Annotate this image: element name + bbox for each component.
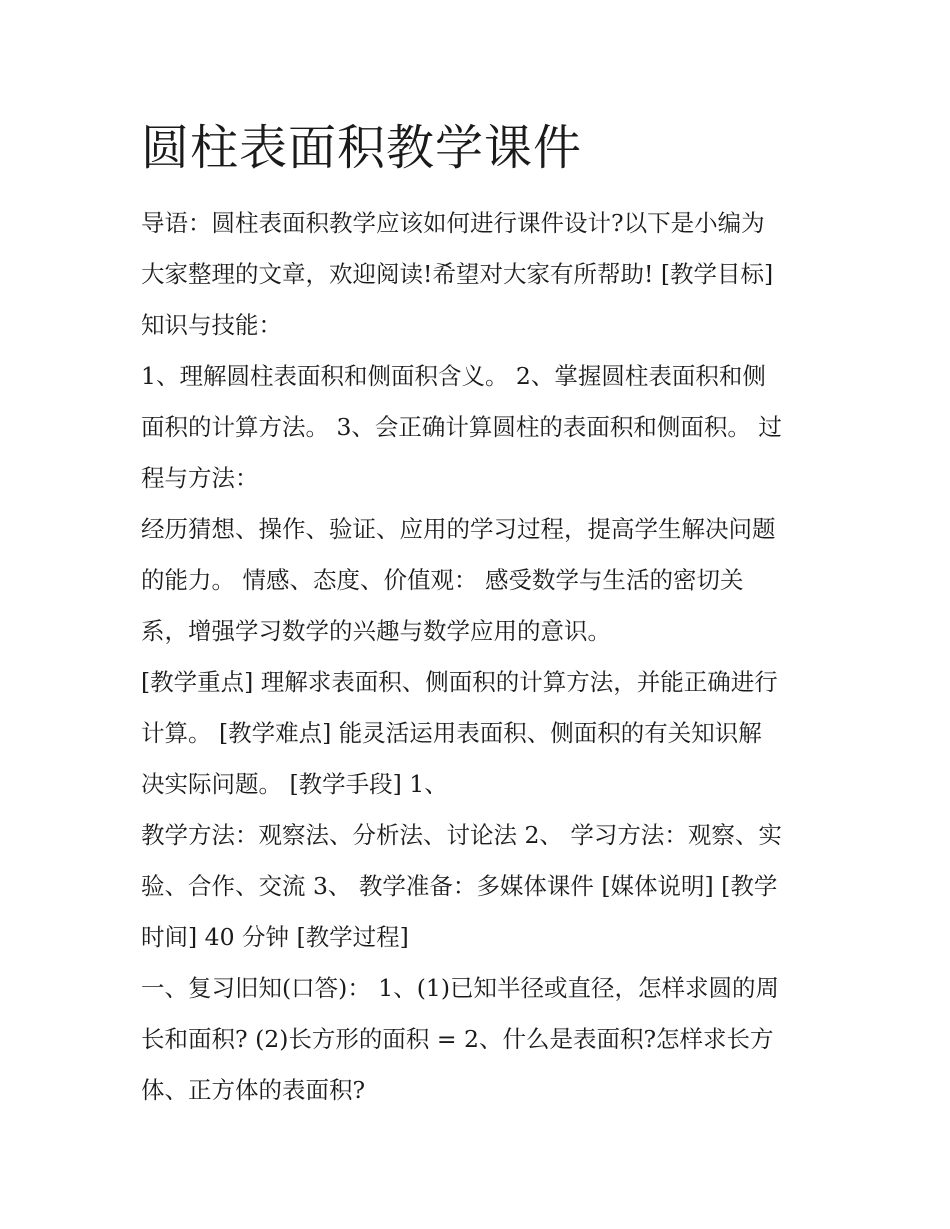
body-line: 一、复习旧知(口答)： 1、(1)已知半径或直径，怎样求圆的周 <box>141 974 780 1002</box>
body-line: 体、正方体的表面积? <box>141 1076 366 1104</box>
body-line: 程与方法： <box>141 464 259 492</box>
body-line: 验、合作、交流 3、 教学准备：多媒体课件 [媒体说明] [教学 <box>141 872 778 900</box>
body-line: [教学重点] 理解求表面积、侧面积的计算方法，并能正确进行 <box>141 668 778 696</box>
body-line: 系，增强学习数学的兴趣与数学应用的意识。 <box>141 617 611 645</box>
body-line: 经历猜想、操作、验证、应用的学习过程，提高学生解决问题 <box>141 515 776 543</box>
body-line: 知识与技能： <box>141 311 282 339</box>
body-line: 时间] 40 分钟 [教学过程] <box>141 923 409 951</box>
body-line: 大家整理的文章，欢迎阅读!希望对大家有所帮助! [教学目标] <box>141 260 774 288</box>
body-line: 计算。 [教学难点] 能灵活运用表面积、侧面积的有关知识解 <box>141 719 762 747</box>
body-line: 教学方法：观察法、分析法、讨论法 2、 学习方法：观察、实 <box>141 821 782 849</box>
body-line: 面积的计算方法。 3、会正确计算圆柱的表面积和侧面积。 过 <box>141 413 782 441</box>
document-title: 圆柱表面积教学课件 <box>141 120 583 176</box>
body-line: 的能力。 情感、态度、价值观： 感受数学与生活的密切关 <box>141 566 744 594</box>
body-line: 长和面积? (2)长方形的面积 = 2、什么是表面积?怎样求长方 <box>141 1025 774 1053</box>
body-line: 导语：圆柱表面积教学应该如何进行课件设计?以下是小编为 <box>141 209 765 237</box>
body-line: 决实际问题。 [教学手段] 1、 <box>141 770 448 798</box>
document-body <box>141 200 831 1118</box>
body-line: 1、理解圆柱表面积和侧面积含义。 2、掌握圆柱表面积和侧 <box>141 362 766 390</box>
